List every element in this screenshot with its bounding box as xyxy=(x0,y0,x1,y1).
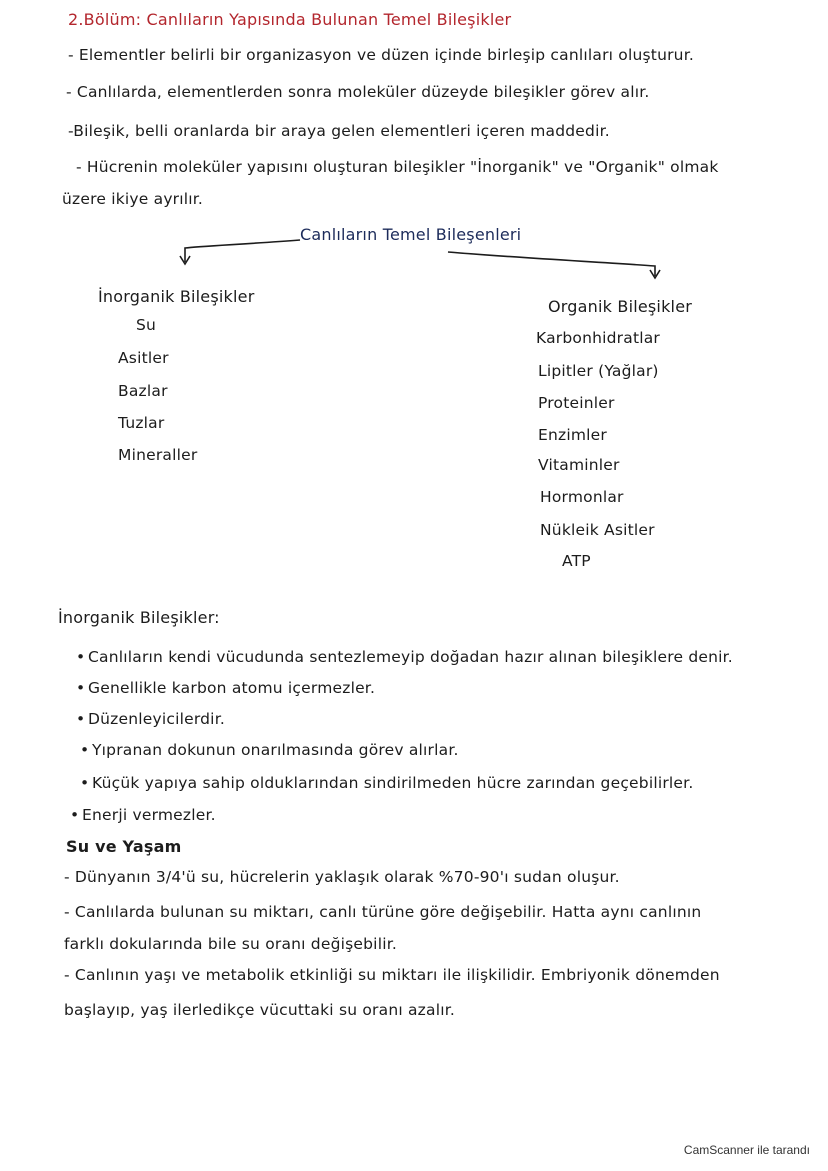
arrow-right xyxy=(448,252,655,276)
organic-item-proteinler: Proteinler xyxy=(538,394,615,412)
inorganic-bullet-6: • Enerji vermezler. xyxy=(70,806,216,824)
inorganic-bullet-3: • Düzenleyicilerdir. xyxy=(76,710,225,728)
inorganic-bullet-1: • Canlıların kendi vücudunda sentezlemeyip doğadan hazır alınan bileşiklere denir. xyxy=(76,648,733,666)
diagram-title: Canlıların Temel Bileşenleri xyxy=(300,225,522,244)
inorganic-heading: İnorganik Bileşikler xyxy=(98,287,255,306)
inorganic-item-tuzlar: Tuzlar xyxy=(118,414,165,432)
water-line-1: - Dünyanın 3/4'ü su, hücrelerin yaklaşık olarak %70-90'ı sudan oluşur. xyxy=(64,868,620,886)
water-line-3: farklı dokularında bile su oranı değişebilir. xyxy=(64,935,397,953)
water-line-4: - Canlının yaşı ve metabolik etkinliği su miktarı ile ilişkilidir. Embriyonik dönemden xyxy=(64,966,720,984)
organic-item-atp: ATP xyxy=(562,552,591,570)
inorganic-bullet-2: • Genellikle karbon atomu içermezler. xyxy=(76,679,376,697)
inorganic-item-asitler: Asitler xyxy=(118,349,169,367)
organic-item-enzimler: Enzimler xyxy=(538,426,607,444)
water-line-5: başlayıp, yaş ilerledikçe vücuttaki su oranı azalır. xyxy=(64,1001,455,1019)
intro-line-2: - Canlılarda, elementlerden sonra moleküler düzeyde bileşikler görev alır. xyxy=(66,83,650,101)
intro-line-3: -Bileşik, belli oranlarda bir araya gelen elementleri içeren maddedir. xyxy=(68,122,610,140)
water-section-heading: Su ve Yaşam xyxy=(66,837,182,856)
organic-item-vitaminler: Vitaminler xyxy=(538,456,620,474)
inorganic-item-bazlar: Bazlar xyxy=(118,382,168,400)
organic-item-nukleik-asitler: Nükleik Asitler xyxy=(540,521,655,539)
intro-line-4: - Hücrenin moleküler yapısını oluşturan bileşikler "İnorganik" ve "Organik" olmak xyxy=(76,158,719,176)
organic-item-karbonhidratlar: Karbonhidratlar xyxy=(536,329,661,347)
intro-line-1: - Elementler belirli bir organizasyon ve düzen içinde birleşip canlıları oluşturur. xyxy=(68,46,694,64)
page-title: 2.Bölüm: Canlıların Yapısında Bulunan Temel Bileşikler xyxy=(68,10,512,29)
organic-item-lipitler: Lipitler (Yağlar) xyxy=(538,362,659,380)
arrow-right-head xyxy=(650,270,660,278)
water-line-2: - Canlılarda bulunan su miktarı, canlı türüne göre değişebilir. Hatta aynı canlının xyxy=(64,903,702,921)
arrow-left xyxy=(185,240,300,262)
inorganic-bullet-4: • Yıpranan dokunun onarılmasında görev alırlar. xyxy=(80,741,459,759)
organic-heading: Organik Bileşikler xyxy=(548,297,693,316)
camscanner-watermark: CamScanner ile tarandı xyxy=(683,1143,810,1157)
inorganic-item-mineraller: Mineraller xyxy=(118,446,198,464)
arrow-left-head xyxy=(180,256,190,264)
intro-line-5: üzere ikiye ayrılır. xyxy=(62,190,204,208)
inorganic-item-su: Su xyxy=(136,316,157,334)
organic-item-hormonlar: Hormonlar xyxy=(540,488,624,506)
inorganic-bullet-5: • Küçük yapıya sahip olduklarından sindirilmeden hücre zarından geçebilirler. xyxy=(80,774,694,792)
inorganic-section-heading: İnorganik Bileşikler: xyxy=(58,608,220,627)
